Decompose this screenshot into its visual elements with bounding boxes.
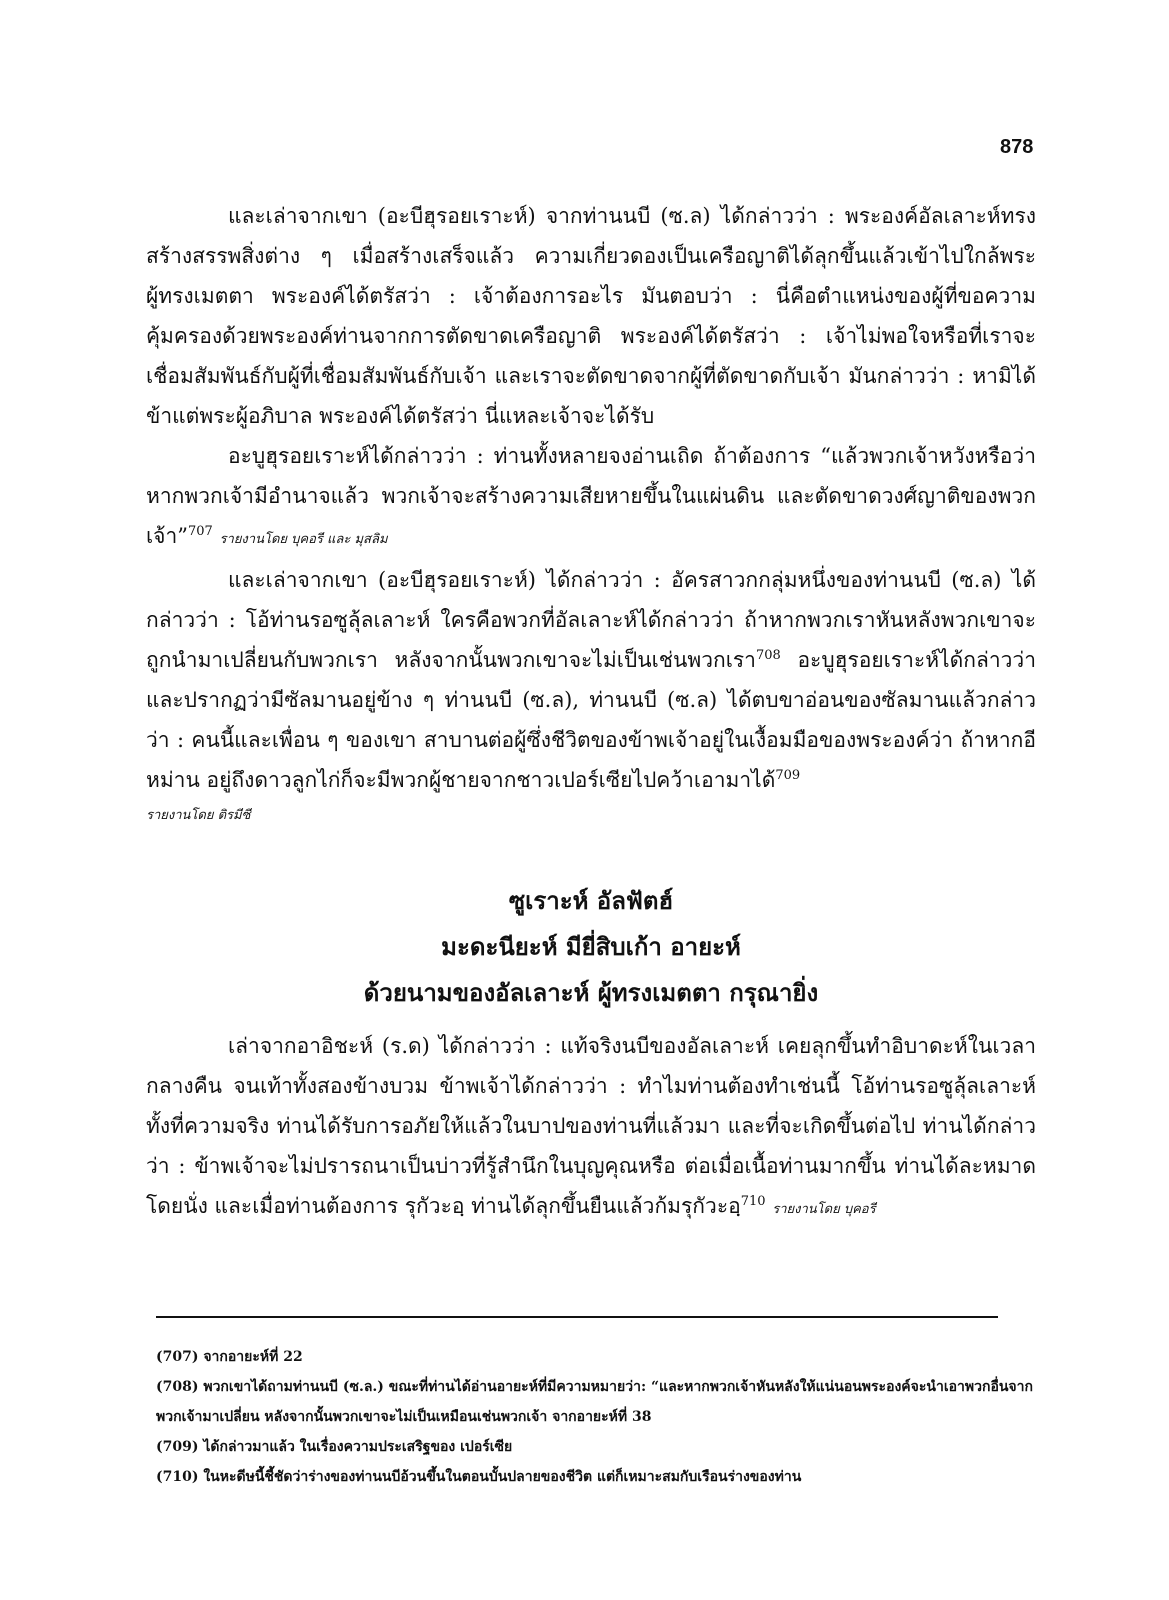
footnote-ref: 707 [188,524,213,539]
narrator-reference: รายงานโดย บุคอรี และ มุสลิม [219,532,388,547]
paragraph-4 [146,1026,1036,1230]
chapter-subtitle: มะดะนียะห์ มียี่สิบเก้า อายะห์ [441,932,741,961]
paragraph-text: อะบูฮุรอยเราะห์ได้กล่าวว่า : ท่านทั้งหลายจงอ่านเถิด ถ้าต้องการ “แล้วพวกเจ้าหวังหรือว่าหากพวกเจ้ามีอำนาจแล้ว พวกเจ้าจะสร้างความเสียหายขึ้นในแผ่นดิน และตัดขาดวงศ์ญาติของพวกเจ้า” [146,444,1036,548]
footnote-708: (708) พวกเขาได้ถามท่านนบี (ซ.ล.) ขณะที่ท่านได้อ่านอายะห์ที่มีความหมายว่า: “และหากพวกเจ้าหันหลังให้แน่นอนพระองค์จะนำเอาพวกอื่นจากพวกเจ้ามาเปลี่ยน หลังจากนั้นพวกเขาจะไม่เป็นเหมือนเช่นพวกเจ้า จากอายะห์ที่ 38 [156,1379,1033,1425]
footnote-ref: 710 [740,1194,766,1209]
chapter-headings [146,878,1036,1016]
footnote-ref: 709 [775,768,801,783]
paragraph-1 [146,196,1036,436]
chapter-title: ซูเราะห์ อัลฟัตฮ์ [508,886,674,915]
paragraph-2 [146,436,1036,560]
main-text [146,196,1036,836]
hadith-section [146,1026,1036,1230]
paragraph-text: และเล่าจากเขา (อะบีฮุรอยเราะห์) ได้กล่าวว่า : อัครสาวกกลุ่มหนึ่งของท่านนบี (ซ.ล) ได้กล่าวว่า : โอ้ท่านรอซูลุ้ลเลาะห์ ใครคือพวกที่อัลเลาะห์ได้กล่าวว่า ถ้าหากพวกเราหันหลังพวกเขาจะถูกนำมาเปลี่ยนกับพวกเรา หลังจากนั้นพวกเขาจะไม่เป็นเช่นพวกเรา [146,568,1036,672]
paragraph-3 [146,560,1036,800]
basmala: ด้วยนามของอัลเลาะห์ ผู้ทรงเมตตา กรุณายิ่ง [363,978,819,1007]
footnote-ref: 708 [755,648,781,663]
footnote-707: (707) จากอายะห์ที่ 22 [156,1349,303,1365]
footnote-710: (710) ในหะดีษนี้ชี้ชัดว่าร่างของท่านนบีอ้วนขึ้นในตอนบั้นปลายของชีวิต แต่ก็เหมาะสมกับเรือนร่างของท่าน [156,1469,802,1485]
footnote-divider [156,1316,998,1318]
narrator-reference: รายงานโดย บุคอรี [772,1202,876,1217]
paragraph-text-continued: อะบูฮุรอยเราะห์ได้กล่าวว่า และปรากฏว่ามีซัลมานอยู่ข้าง ๆ ท่านนบี (ซ.ล), ท่านนบี (ซ.ล) ได้ตบขาอ่อนของซัลมานแล้วกล่าวว่า : คนนี้และเพื่อน ๆ ของเขา สาบานต่อผู้ซึ่งชีวิตของข้าพเจ้าอยู่ในเงื้อมมือของพระองค์ว่า ถ้าหากอีหม่าน อยู่ถึงดาวลูกไก่ก็จะมีพวกผู้ชายจากชาวเปอร์เซียไปคว้าเอามาได้ [146,648,1036,792]
footnotes [156,1342,1046,1492]
page-number: 878 [1000,136,1034,158]
paragraph-text: เล่าจากอาอิชะห์ (ร.ด) ได้กล่าวว่า : แท้จริงนบีของอัลเลาะห์ เคยลุกขึ้นทำอิบาดะห์ในเวลากลางคืน จนเท้าทั้งสองข้างบวม ข้าพเจ้าได้กล่าวว่า : ทำไมท่านต้องทำเช่นนี้ โอ้ท่านรอซูลุ้ลเลาะห์ ทั้งที่ความจริง ท่านได้รับการอภัยให้แล้วในบาปของท่านที่แล้วมา และที่จะเกิดขึ้นต่อไป ท่านได้กล่าวว่า : ข้าพเจ้าจะไม่ปรารถนาเป็นบ่าวที่รู้สำนึกในบุญคุณหรือ ต่อเมื่อเนื้อท่านมากขึ้น ท่านได้ละหมาดโดยนั่ง และเมื่อท่านต้องการ รุกัวะอฺ ท่านได้ลุกขึ้นยืนแล้วก้มรุกัวะอฺ [146,1034,1036,1218]
paragraph-text: และเล่าจากเขา (อะบีฮุรอยเราะห์) จากท่านนบี (ซ.ล) ได้กล่าวว่า : พระองค์อัลเลาะห์ทรงสร้างสรรพสิ่งต่าง ๆ เมื่อสร้างเสร็จแล้ว ความเกี่ยวดองเป็นเครือญาติได้ลุกขึ้นแล้วเข้าไปใกล้พระผู้ทรงเมตตา พระองค์ได้ตรัสว่า : เจ้าต้องการอะไร มันตอบว่า : นี่คือตำแหน่งของผู้ที่ขอความคุ้มครองด้วยพระองค์ท่านจากการตัดขาดเครือญาติ พระองค์ได้ตรัสว่า : เจ้าไม่พอใจหรือที่เราจะเชื่อมสัมพันธ์กับผู้ที่เชื่อมสัมพันธ์กับเจ้า และเราจะตัดขาดจากผู้ที่ตัดขาดกับเจ้า มันกล่าวว่า : หามิได้ ข้าแต่พระผู้อภิบาล พระองค์ได้ตรัสว่า นี่แหละเจ้าจะได้รับ [146,204,1036,428]
narrator-reference: รายงานโดย ติรมีซี [146,808,251,823]
footnote-709: (709) ได้กล่าวมาแล้ว ในเรื่องความประเสริฐของ เปอร์เซีย [156,1439,513,1455]
